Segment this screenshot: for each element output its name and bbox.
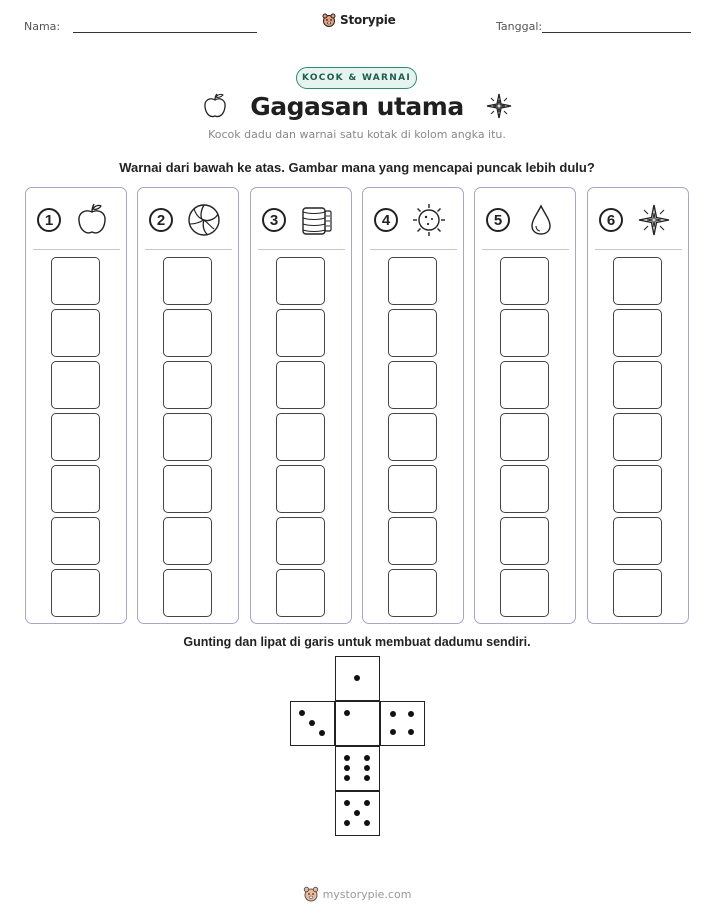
column-divider [595, 249, 682, 250]
column-3 [250, 187, 352, 624]
die-face-center [335, 701, 380, 746]
cut-instruction: Gunting dan lipat di garis untuk membuat dadumu sendiri. [183, 635, 531, 649]
color-box[interactable] [613, 257, 662, 305]
color-box[interactable] [163, 465, 212, 513]
die-face-left [290, 701, 335, 746]
column-divider [33, 249, 120, 250]
column-number: 3 [262, 208, 286, 232]
color-box[interactable] [163, 361, 212, 409]
column-6 [587, 187, 689, 624]
die-face-top [335, 656, 380, 701]
brand-logo [322, 13, 396, 27]
color-box[interactable] [388, 257, 437, 305]
page-title: Gagasan utama [250, 91, 464, 121]
column-header [596, 202, 682, 238]
color-box[interactable] [613, 517, 662, 565]
color-box[interactable] [500, 569, 549, 617]
color-box[interactable] [163, 517, 212, 565]
die-pip [344, 800, 350, 806]
sparkle-icon [484, 91, 514, 121]
die-face-bottom [335, 791, 380, 836]
color-box[interactable] [276, 361, 325, 409]
color-box[interactable] [388, 361, 437, 409]
water-drop-icon [523, 202, 559, 238]
die-pip [364, 820, 370, 826]
color-box[interactable] [51, 309, 100, 357]
color-box[interactable] [51, 569, 100, 617]
color-box[interactable] [163, 309, 212, 357]
color-columns [25, 187, 689, 624]
color-box[interactable] [276, 517, 325, 565]
color-box[interactable] [276, 257, 325, 305]
sparkle-icon [636, 202, 672, 238]
name-label: Nama: [24, 20, 61, 33]
column-divider [482, 249, 569, 250]
die-pip [344, 775, 350, 781]
subtitle: Kocok dadu dan warnai satu kotak di kolom angka itu. [208, 128, 506, 141]
column-divider [145, 249, 232, 250]
die-pip [408, 729, 414, 735]
name-field-line[interactable] [73, 32, 257, 33]
color-box[interactable] [613, 465, 662, 513]
color-box[interactable] [500, 465, 549, 513]
column-header [259, 202, 345, 238]
die-pip [319, 730, 325, 736]
footer-site: mystorypie.com [322, 887, 412, 901]
color-box[interactable] [613, 569, 662, 617]
title-row [0, 91, 714, 121]
die-pip [309, 720, 315, 726]
color-box[interactable] [613, 361, 662, 409]
column-number: 5 [486, 208, 510, 232]
color-box[interactable] [388, 517, 437, 565]
column-2 [137, 187, 239, 624]
die-pip [408, 711, 414, 717]
die-pip [390, 711, 396, 717]
die-pip [344, 710, 350, 716]
column-1 [25, 187, 127, 624]
die-face-lower [335, 746, 380, 791]
column-divider [370, 249, 457, 250]
color-box[interactable] [388, 413, 437, 461]
footer [0, 886, 714, 902]
column-header [371, 202, 457, 238]
color-box[interactable] [388, 309, 437, 357]
color-box[interactable] [276, 309, 325, 357]
color-box[interactable] [276, 413, 325, 461]
apple-icon [200, 91, 230, 121]
column-header [146, 202, 232, 238]
column-4 [362, 187, 464, 624]
color-box[interactable] [51, 465, 100, 513]
color-box[interactable] [51, 361, 100, 409]
color-box[interactable] [500, 361, 549, 409]
die-pip [344, 755, 350, 761]
column-divider [258, 249, 345, 250]
color-box[interactable] [500, 517, 549, 565]
color-box[interactable] [51, 413, 100, 461]
color-box[interactable] [500, 309, 549, 357]
column-number: 6 [599, 208, 623, 232]
date-field-line[interactable] [542, 32, 691, 33]
color-box[interactable] [163, 257, 212, 305]
die-pip [364, 755, 370, 761]
color-box[interactable] [388, 465, 437, 513]
die-face-right [380, 701, 425, 746]
die-pip [364, 775, 370, 781]
cylinder-icon [299, 202, 335, 238]
column-number: 1 [37, 208, 61, 232]
die-pip [364, 800, 370, 806]
instruction-text: Warnai dari bawah ke atas. Gambar mana yang mencapai puncak lebih dulu? [119, 160, 595, 175]
die-pip [354, 810, 360, 816]
storypie-logo-icon [322, 13, 336, 27]
color-box[interactable] [51, 517, 100, 565]
storypie-logo-icon [303, 886, 319, 902]
color-box[interactable] [500, 257, 549, 305]
column-number: 4 [374, 208, 398, 232]
color-box[interactable] [276, 569, 325, 617]
die-pip [390, 729, 396, 735]
color-box[interactable] [276, 465, 325, 513]
color-box[interactable] [500, 413, 549, 461]
die-pip [364, 765, 370, 771]
color-box[interactable] [388, 569, 437, 617]
activity-badge: KOCOK & WARNAI [296, 67, 417, 89]
color-box[interactable] [163, 569, 212, 617]
column-5 [474, 187, 576, 624]
apple-icon [74, 202, 110, 238]
column-number: 2 [149, 208, 173, 232]
color-box[interactable] [163, 413, 212, 461]
volleyball-icon [186, 202, 222, 238]
date-label: Tanggal: [496, 20, 543, 33]
column-header [34, 202, 120, 238]
die-pip [344, 820, 350, 826]
column-header [483, 202, 569, 238]
die-pip [299, 710, 305, 716]
color-box[interactable] [613, 413, 662, 461]
brand-name: Storypie [340, 13, 396, 27]
color-box[interactable] [613, 309, 662, 357]
die-pip [344, 765, 350, 771]
sun-icon [411, 202, 447, 238]
die-pip [354, 675, 360, 681]
color-box[interactable] [51, 257, 100, 305]
